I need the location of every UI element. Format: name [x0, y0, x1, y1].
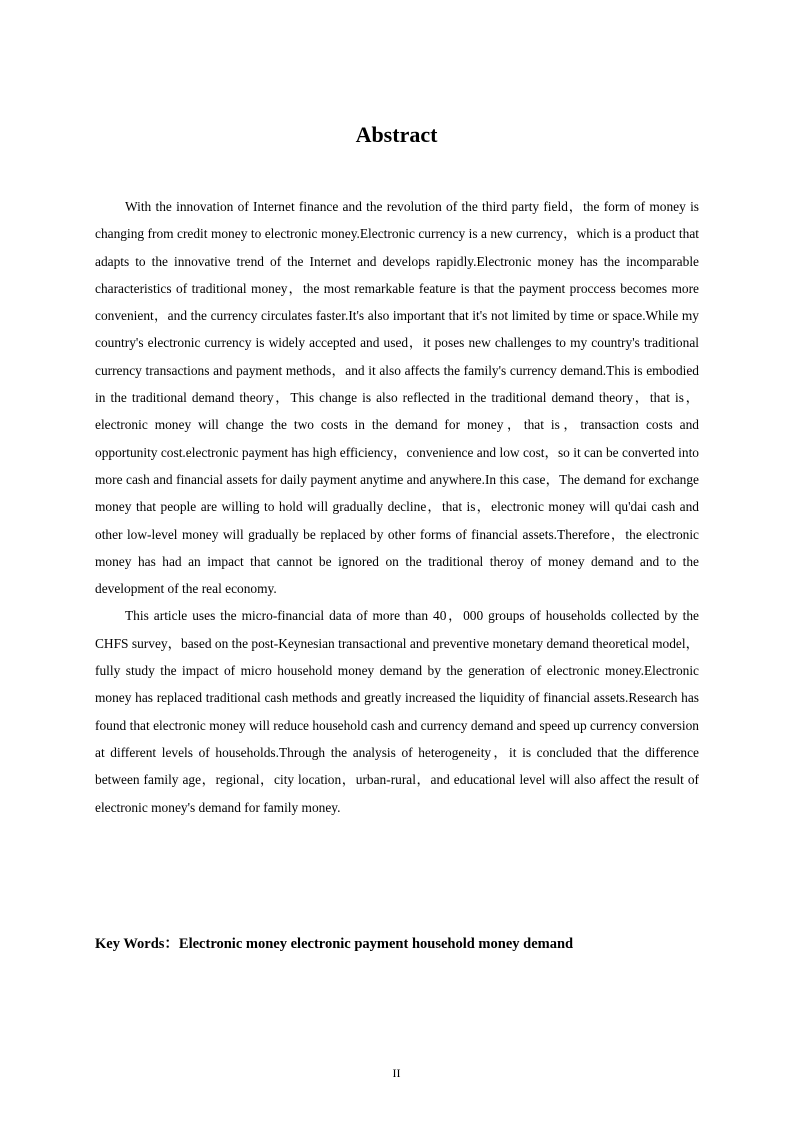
page-number: II	[392, 1066, 401, 1080]
abstract-title: Abstract	[355, 122, 438, 147]
keywords-terms: Electronic money electronic payment household money demand	[178, 936, 574, 952]
abstract-paragraph-1: With the innovation of Internet finance and the revolution of the third party field，the form of money is changing from credit money to electronic money.Electronic currency is a new currency，which is a product that adapts to the innovative trend of the Internet and develops rapidly.Electronic money has the incomparable characteristics of traditional money，the most remarkable feature is that the payment proccess becomes more convenient，and the currency circulates faster.It's also important that it's not limited by time or space.While my country's electronic currency is widely accepted and used，it poses new challenges to my country's traditional currency transactions and payment methods，and it also affects the family's currency demand.This is embodied in the traditional demand theory，This change is also reflected in the traditional demand theory，that is，electronic money will change the two costs in the demand for money，that is，transaction costs and opportunity cost.electronic payment has high efficiency，convenience and low cost，so it can be converted into more cash and financial assets for daily payment anytime and anywhere.In this case，The demand for exchange money that people are willing to hold will gradually decline，that is，electronic money will qu'dai cash and other low-level money will gradually be replaced by other forms of financial assets.Therefore，the electronic money has had an impact that cannot be ignored on the traditional theroy of money demand and to the development of the real economy.	[95, 199, 699, 597]
keywords-line	[95, 932, 735, 953]
abstract-paragraph-2: This article uses the micro-financial data of more than 40，000 groups of households collected by the CHFS survey，based on the post-Keynesian transactional and preventive monetary demand theoretical model，fully study the impact of micro household money demand by the generation of electronic money.Electronic money has replaced traditional cash methods and greatly increased the liquidity of financial assets.Research has found that electronic money will reduce household cash and currency demand and speed up currency conversion at different levels of households.Through the analysis of heterogeneity，it is concluded that the difference between family age，regional，city location，urban-rural，and educational level will also affect the result of electronic money's demand for family money.	[95, 608, 699, 815]
abstract-body	[95, 193, 699, 821]
keywords-label: Key Words：	[95, 936, 179, 952]
